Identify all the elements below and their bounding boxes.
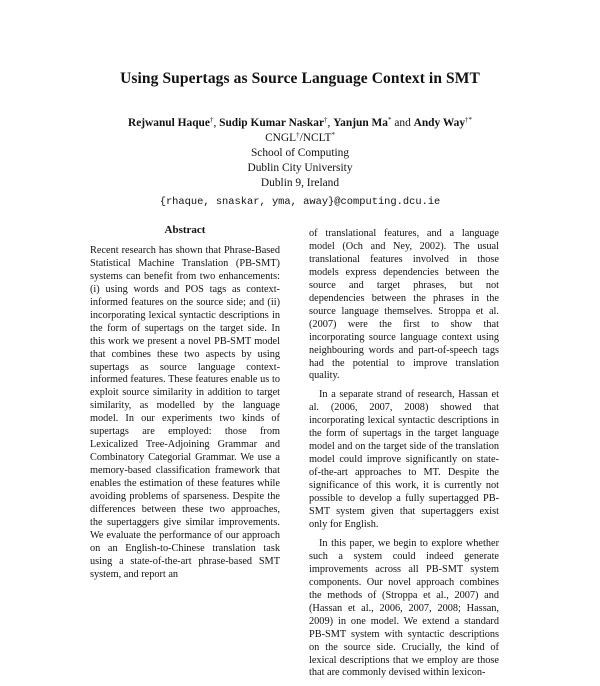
author-separator: ,	[327, 117, 334, 129]
author-emails: {rhaque, snaskar, yma, away}@computing.dcu.ie	[159, 196, 441, 208]
body-paragraph: In a separate strand of research, Hassan et al. (2006, 2007, 2008) showed that incorporating lexical syntactic descriptions in the form of supertags in the target language model and on the target side of the translation model could improve significantly on state-of-the-art approaches to MT. Despite the significance of this work, it is currently not possible to develop a fully supertagged PB-SMT system given that supertaggers exist only for English.	[309, 389, 499, 530]
paper-title: Using Supertags as Source Language Context in SMT	[120, 70, 480, 87]
left-column	[90, 224, 280, 588]
author-block	[0, 116, 600, 210]
author-name: Yanjun Ma	[333, 117, 388, 129]
body-paragraph: of translational features, and a language model (Och and Ney, 2002). The usual translational features involved in those models express dependencies between the source and target phrases, but not dependencies between the phrases in the source language themselves. Stroppa et al. (2007) were the first to show that incorporating source language context using neighbouring words and part-of-speech tags had the potential to improve translation quality.	[309, 228, 499, 382]
affiliation-group: CNGL†/NCLT*	[265, 131, 335, 144]
author-separator: ,	[213, 117, 220, 129]
author-mark: †*	[465, 116, 473, 124]
abstract-text: Recent research has shown that Phrase-Based Statistical Machine Translation (PB-SMT) systems can benefit from two enhancements: (i) using words and POS tags as context-informed features on the source side; and (ii) incorporating lexical syntactic descriptions in the form of supertags on the target side. In this work we present a novel PB-SMT model that combines these two aspects by using supertags as source language context-informed features. These features enable us to exploit source similarity in addition to target similarity, as modelled by the language model. In our experiments two kinds of supertags are employed: those from Lexicalized Tree-Adjoining Grammar and Combinatory Categorial Grammar. We use a memory-based classification framework that enables the estimation of these features while avoiding problems of sparseness. Despite the differences between these two approaches, the supertaggers give similar improvements. We evaluate the performance of our approach on an English-to-Chinese translation task using a state-of-the-art phrase-based SMT system, and report an	[90, 244, 280, 580]
author-mark: †	[324, 116, 328, 124]
author-name: Sudip Kumar Naskar	[219, 117, 325, 129]
abstract-heading: Abstract	[164, 224, 206, 236]
author-line	[0, 116, 600, 131]
author-name: Rejwanul Haque	[127, 117, 210, 129]
body-paragraph: In this paper, we begin to explore whether such a system could indeed generate improvements across all PB-SMT system components. Our novel approach combines the methods of (Stroppa et al., 2007) and (Hassan et al., 2006, 2007, 2008; Hassan, 2009) in one model. We extend a standard PB-SMT system with syntactic descriptions on the source side. Crucially, the kind of lexical descriptions that we employ are those that are commonly devised within lexicon-	[309, 537, 499, 679]
author-mark: *	[387, 116, 392, 124]
right-column	[309, 228, 499, 686]
author-mark: †	[209, 116, 214, 124]
affiliation-city: Dublin 9, Ireland	[260, 177, 340, 189]
affiliation-school: School of Computing	[250, 147, 350, 159]
author-name: Andy Way	[413, 117, 466, 129]
author-separator: and	[391, 117, 414, 129]
affiliation-university: Dublin City University	[247, 162, 353, 174]
